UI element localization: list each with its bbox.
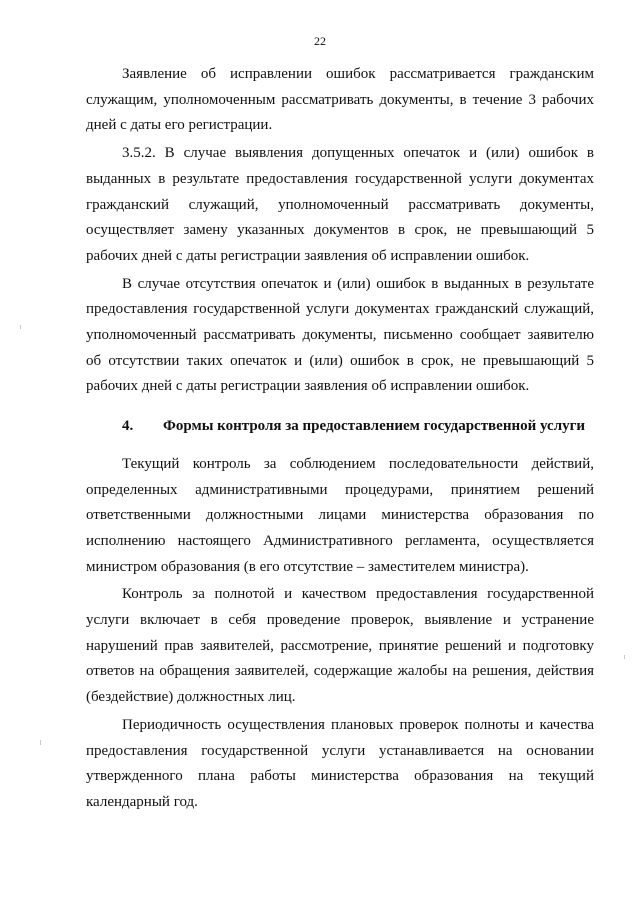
scan-mark [40, 740, 41, 745]
document-body [86, 62, 594, 816]
page-number: 22 [314, 34, 326, 48]
paragraph-current-control: Текущий контроль за соблюдением последовательности действий, определенных административными процедурами, принятием решений ответственными должностными лицами министерства образования по исполнению настоящего Административного регламента, осуществляется министром образования (в его отсутствие – заместителем министра). [86, 455, 594, 575]
section-heading [86, 414, 594, 440]
paragraph-no-errors: В случае отсутствия опечаток и (или) ошибок в выданных в результате предоставления государственной услуги документах гражданский служащий, уполномоченный рассматривать документы, письменно сообщает заявителю об отсутствии таких опечаток и (или) ошибок в срок, не превышающий 5 рабочих дней с даты регистрации заявления об исправлении ошибок. [86, 275, 594, 395]
paragraph-quality-control: Контроль за полнотой и качеством предоставления государственной услуги включает в себя проведение проверок, выявление и устранение нарушений прав заявителей, рассмотрение, принятие решений и подготовку ответов на обращения заявителей, содержащие жалобы на решения, действия (бездействие) должностных лиц. [86, 586, 594, 706]
scan-mark [20, 325, 21, 329]
paragraph-correction-review: Заявление об исправлении ошибок рассматривается гражданским служащим, уполномоченным рассматривать документы, в течение 3 рабочих дней с даты его регистрации. [86, 66, 594, 134]
paragraph-3-5-2: 3.5.2. В случае выявления допущенных опечаток и (или) ошибок в выданных в результате предоставления государственной услуги документах гражданский служащий, уполномоченный рассматривать документы, осуществляет замену указанных документов в срок, не превышающий 5 рабочих дней с даты регистрации заявления об исправлении ошибок. [86, 145, 594, 264]
section-title: Формы контроля за предоставлением государственной услуги [163, 418, 586, 435]
section-number: 4. [122, 418, 134, 435]
paragraph-periodicity: Периодичность осуществления плановых проверок полноты и качества предоставления государственной услуги устанавливается на основании утвержденного плана работы министерства образования на текущий календарный год. [86, 716, 594, 810]
scan-mark [624, 655, 625, 659]
